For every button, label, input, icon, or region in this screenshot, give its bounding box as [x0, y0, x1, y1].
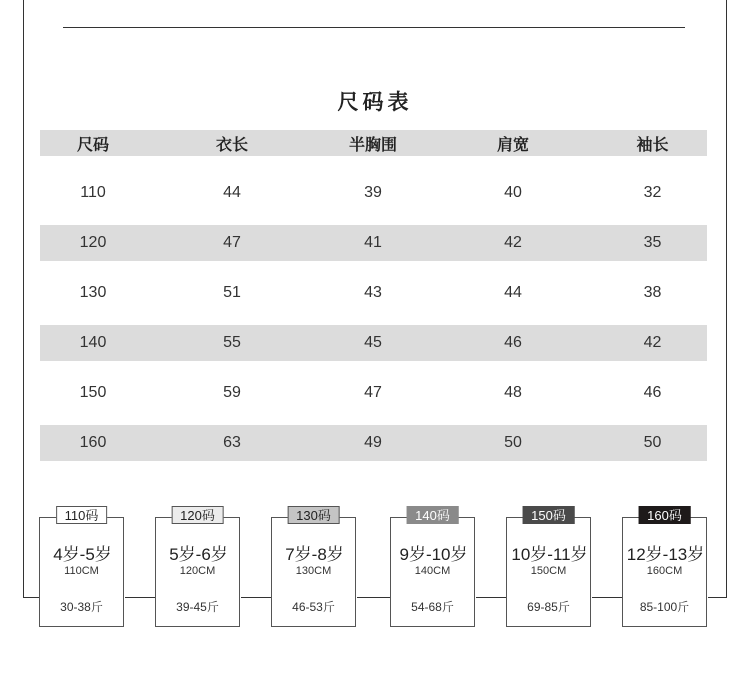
- table-spacer: [40, 311, 707, 325]
- table-row: [40, 275, 707, 311]
- table-cell: 42: [504, 234, 522, 251]
- table-cell: 40: [504, 184, 522, 201]
- table-header-row: [40, 130, 707, 156]
- frame-bottom-border: [23, 597, 39, 598]
- size-table: [40, 130, 707, 461]
- size-tag: 110码: [56, 506, 108, 524]
- column-header: 肩宽: [496, 136, 529, 154]
- table-cell: 46: [504, 334, 522, 351]
- weight-range: 39-45斤: [176, 600, 219, 614]
- table-cell: 63: [223, 434, 241, 451]
- table-spacer: [40, 261, 707, 275]
- height-cm: 150CM: [530, 565, 567, 577]
- weight-range: 54-68斤: [411, 600, 454, 614]
- table-cell: 59: [223, 384, 241, 401]
- frame-bottom-border: [357, 597, 390, 598]
- frame-bottom-border: [125, 597, 155, 598]
- frame-bottom-border: [592, 597, 622, 598]
- weight-range: 30-38斤: [60, 600, 103, 614]
- size-card: [155, 508, 240, 627]
- weight-range: 69-85斤: [527, 600, 570, 614]
- table-cell: 38: [643, 284, 662, 301]
- table-cell: 120: [79, 234, 107, 251]
- age-range: 12岁-13岁: [626, 545, 705, 564]
- size-card: [622, 508, 707, 627]
- age-range: 9岁-10岁: [399, 545, 468, 564]
- size-tag: 160码: [638, 506, 691, 524]
- table-row: [40, 375, 707, 411]
- age-range: 10岁-11岁: [511, 545, 588, 564]
- page-title: 尺码表: [337, 91, 413, 114]
- column-header: 半胸围: [348, 136, 397, 154]
- table-cell: 43: [364, 284, 382, 301]
- table-cell: 45: [364, 334, 382, 351]
- table-cell: 44: [223, 184, 241, 201]
- size-tag: 150码: [522, 506, 575, 524]
- table-cell: 44: [504, 284, 522, 301]
- height-cm: 120CM: [179, 565, 216, 577]
- column-header: 衣长: [215, 136, 248, 154]
- table-cell: 42: [643, 334, 662, 351]
- table-cell: 130: [79, 284, 107, 301]
- size-card: [506, 508, 591, 627]
- size-card: [271, 508, 356, 627]
- table-cell: 49: [364, 434, 382, 451]
- table-cell: 160: [79, 434, 107, 451]
- height-cm: 110CM: [64, 565, 99, 577]
- table-cell: 39: [364, 184, 382, 201]
- table-cell: 50: [504, 434, 522, 451]
- age-range: 4岁-5岁: [53, 545, 112, 564]
- table-cell: 47: [364, 384, 382, 401]
- size-card: [39, 508, 124, 627]
- weight-range: 85-100斤: [639, 600, 690, 614]
- age-range: 5岁-6岁: [169, 545, 228, 564]
- height-cm: 160CM: [646, 565, 683, 577]
- table-cell: 150: [79, 384, 107, 401]
- weight-range: 46-53斤: [292, 600, 335, 614]
- frame-bottom-border: [241, 597, 271, 598]
- age-range: 7岁-8岁: [285, 545, 344, 564]
- table-row: [40, 225, 707, 261]
- table-spacer: [40, 211, 707, 225]
- frame-bottom-border: [476, 597, 506, 598]
- table-cell: 50: [643, 434, 662, 451]
- table-cell: 35: [643, 234, 662, 251]
- table-row: [40, 425, 707, 461]
- column-header: 袖长: [636, 136, 669, 154]
- table-cell: 46: [643, 384, 662, 401]
- table-cell: 41: [364, 234, 382, 251]
- table-spacer: [40, 156, 707, 175]
- height-cm: 130CM: [295, 565, 332, 577]
- table-row: [40, 175, 707, 211]
- size-tag: 120码: [171, 506, 224, 524]
- table-cell: 55: [223, 334, 241, 351]
- table-cell: 32: [643, 184, 662, 201]
- size-tag: 140码: [406, 506, 459, 524]
- size-card: [390, 508, 475, 627]
- frame-bottom-border: [708, 597, 727, 598]
- table-spacer: [40, 361, 707, 375]
- table-cell: 47: [223, 234, 241, 251]
- size-tag: 130码: [287, 506, 340, 524]
- table-row: [40, 325, 707, 361]
- column-header: 尺码: [76, 136, 109, 154]
- top-divider: [63, 27, 685, 28]
- table-spacer: [40, 411, 707, 425]
- table-cell: 51: [223, 284, 241, 301]
- height-cm: 140CM: [414, 565, 451, 577]
- table-cell: 110: [80, 184, 106, 201]
- table-cell: 140: [79, 334, 107, 351]
- table-cell: 48: [504, 384, 522, 401]
